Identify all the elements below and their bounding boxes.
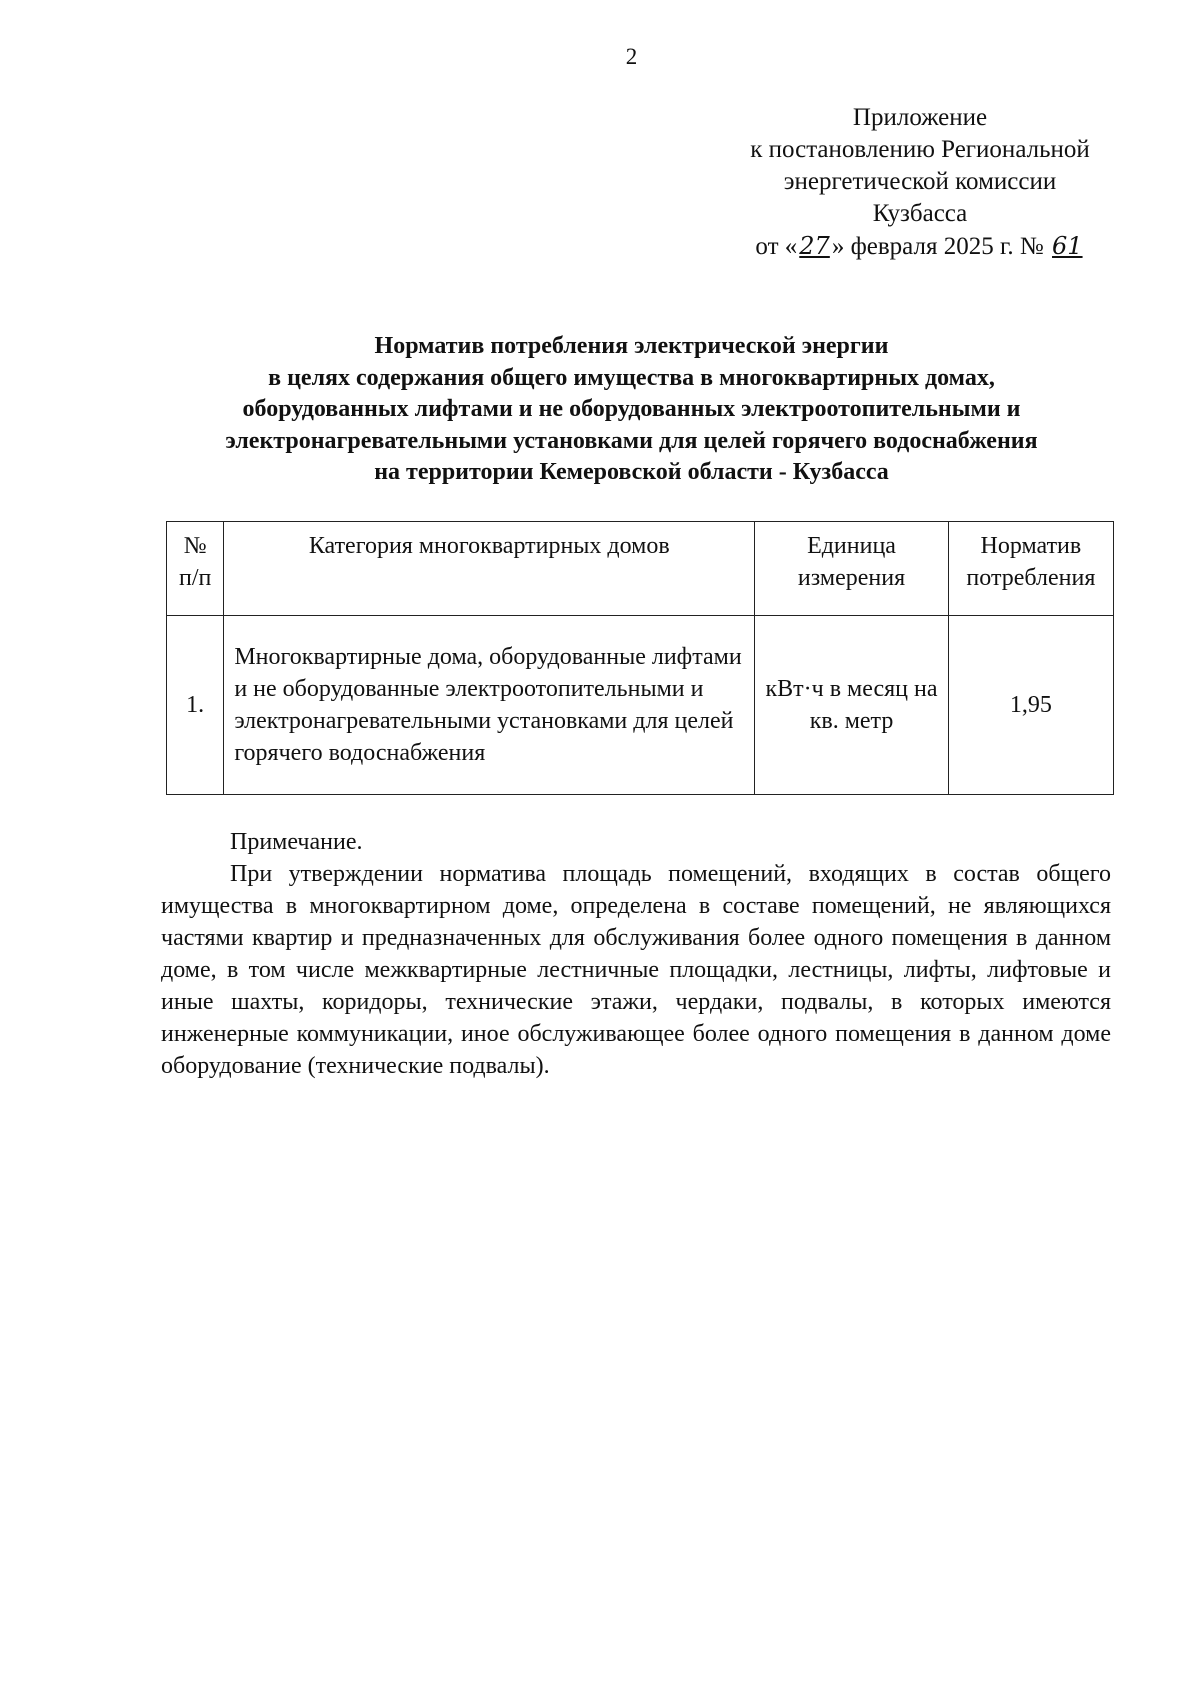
- appendix-label: Приложение: [852, 104, 988, 131]
- header-unit-line2: измерения: [797, 565, 906, 591]
- date-prefix: от «: [755, 233, 798, 260]
- header-number: [167, 522, 224, 616]
- appendix-header: [690, 102, 1150, 263]
- row-number: 1.: [167, 616, 224, 795]
- handwritten-day: 27: [799, 232, 830, 260]
- title-line-4: электронагревательными установками для целей горячего водоснабжения: [225, 427, 1038, 454]
- title-line-2: в целях содержания общего имущества в многоквартирных домах,: [268, 364, 995, 391]
- header-unit-line1: Единица: [807, 533, 896, 559]
- row-norm-value: 1,95: [948, 616, 1113, 795]
- note-label: Примечание.: [230, 829, 363, 855]
- handwritten-number: 61: [1052, 232, 1083, 260]
- title-line-5: на территории Кемеровской области - Кузбасса: [374, 459, 889, 485]
- note-section: [161, 826, 1111, 1082]
- appendix-date-line: [690, 230, 1150, 263]
- header-norm-line1: Норматив: [980, 533, 1082, 559]
- table-header-row: [167, 522, 1114, 616]
- header-norm-line2: потребления: [966, 565, 1096, 591]
- header-category: Категория многоквартирных домов: [224, 522, 755, 616]
- header-norm: [948, 522, 1113, 616]
- appendix-resolution-line: к постановлению Региональной: [750, 136, 1090, 163]
- document-title: [150, 331, 1113, 489]
- table-row: [167, 616, 1114, 795]
- page-number: 2: [625, 44, 638, 69]
- title-line-3: оборудованных лифтами и не оборудованных электроотопительными и: [242, 396, 1021, 422]
- appendix-region-line: Кузбасса: [872, 200, 968, 227]
- note-text: При утверждении норматива площадь помещений, входящих в состав общего имущества в многоквартирном доме, определена в составе помещений, не являющихся частями квартир и предназначенных для обслуживания более одного помещения в данном доме, в том числе межквартирные лестничные площадки, лестницы, лифты, лифтовые и иные шахты, коридоры, технические этажи, чердаки, подвалы, в которых имеются инженерные коммуникации, иное обслуживающее более одного помещения в данном доме оборудование (технические подвалы).: [161, 861, 1111, 1079]
- title-line-1: Норматив потребления электрической энергии: [374, 333, 889, 359]
- header-number-line1: №: [183, 533, 207, 559]
- row-unit: кВт·ч в месяц на кв. метр: [755, 616, 949, 795]
- header-unit: [755, 522, 949, 616]
- date-middle: » февраля 2025 г. №: [831, 233, 1044, 260]
- appendix-commission-line: энергетической комиссии: [783, 168, 1057, 195]
- header-number-line2: п/п: [178, 565, 212, 591]
- norm-table: [166, 521, 1114, 795]
- row-category: Многоквартирные дома, оборудованные лифтами и не оборудованные электроотопительными и электронагревательными установками для целей горячего водоснабжения: [224, 616, 755, 795]
